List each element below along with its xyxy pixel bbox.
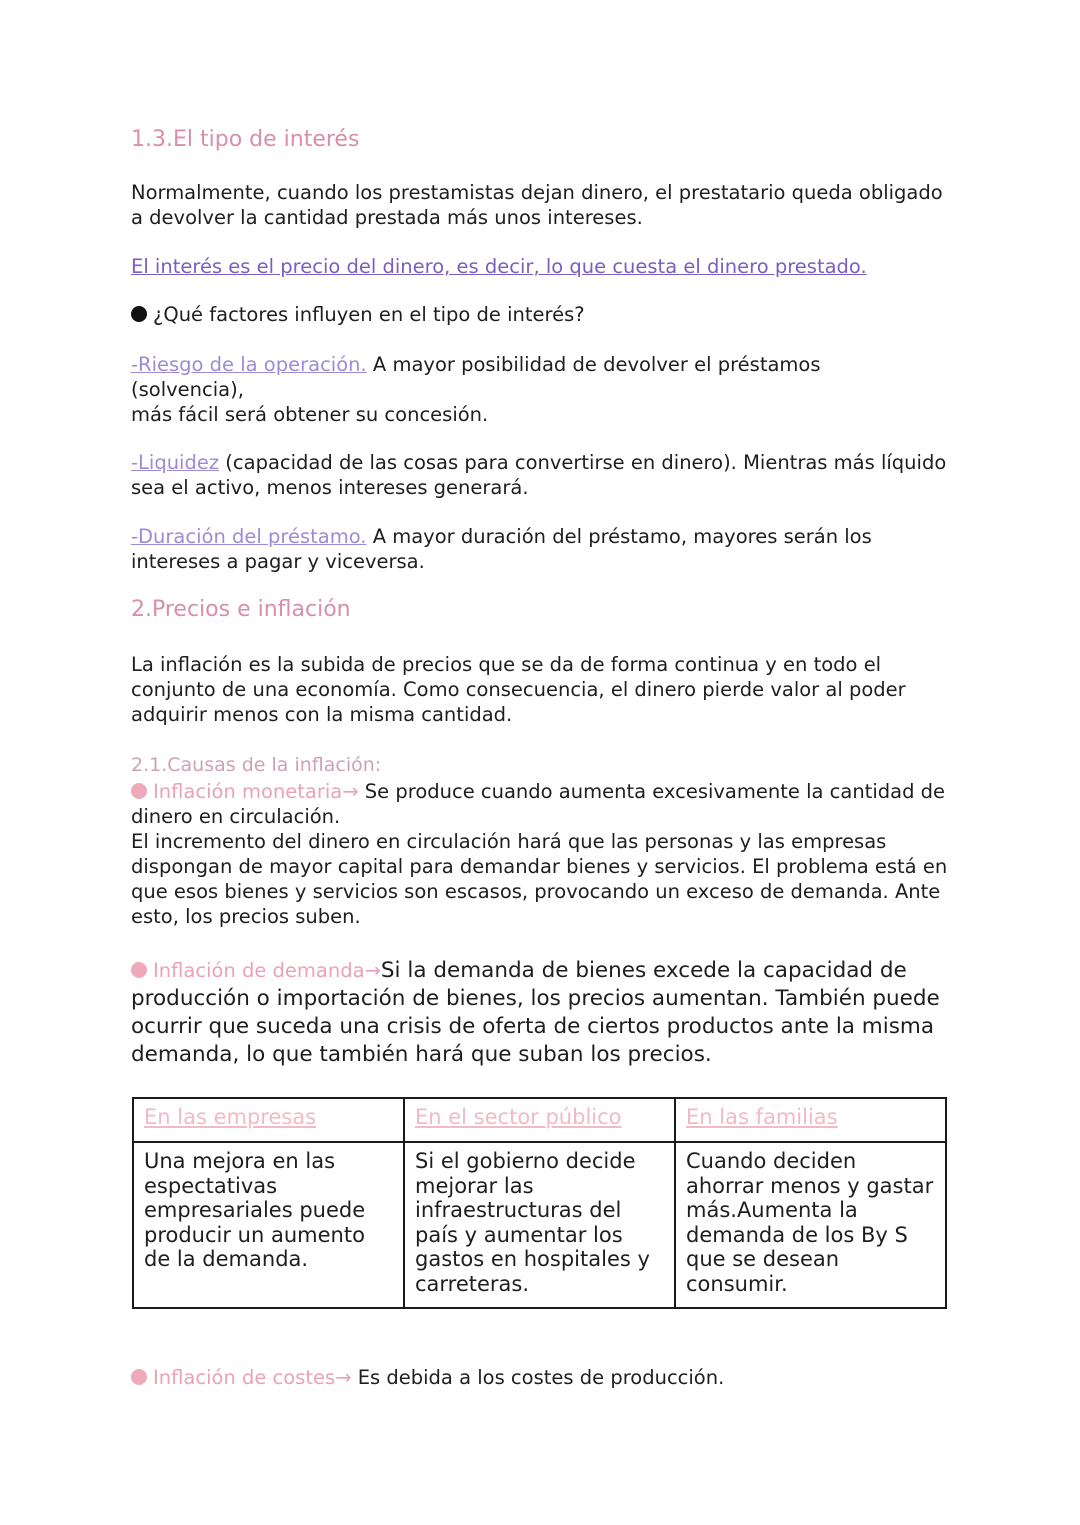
bullet-icon (131, 1369, 147, 1385)
table-cell-families: Cuando deciden ahorrar menos y gastar más.Aumenta la demanda de los By S que se desean consumir. (675, 1142, 946, 1308)
monetary-inflation (131, 779, 951, 929)
table-row (133, 1142, 946, 1308)
factors-question-text: ¿Qué factores influyen en el tipo de interés? (153, 303, 585, 326)
table-header-row (133, 1098, 946, 1142)
interest-definition-text: El interés es el precio del dinero, es decir, lo que cuesta el dinero prestado. (131, 255, 867, 278)
section-heading-inflation: 2.Precios e inflación (131, 597, 351, 622)
inflation-definition: La inflación es la subida de precios que se da de forma continua y en todo el conjunto de una economía. Como consecuencia, el dinero pierde valor al poder adquirir menos con la misma cantidad. (131, 653, 906, 726)
factor-risk-line2: (solvencia), (131, 378, 244, 401)
cost-inflation-text: Es debida a los costes de producción. (351, 1366, 725, 1389)
interest-definition (131, 254, 951, 279)
table-header-public-sector: En el sector público (404, 1098, 675, 1142)
monetary-inflation-explanation: El incremento del dinero en circulación hará que las personas y las empresas dispongan de mayor capital para demandar bienes y servicios. El problema está en que esos bienes y servicios son escasos, provocando un exceso de demanda. Ante esto, los precios suben. (131, 830, 948, 928)
factor-risk-term: -Riesgo de la operación. (131, 353, 367, 376)
factor-duration (131, 524, 951, 574)
subsection-heading-causes: 2.1.Causas de la inflación: (131, 754, 382, 776)
factor-liquidity-text: (capacidad de las cosas para convertirse en dinero). Mientras más líquido sea el activo, menos intereses generará. (131, 451, 947, 499)
monetary-inflation-term: Inflación monetaria→ (153, 780, 359, 803)
factor-liquidity (131, 450, 951, 500)
factor-risk (131, 352, 951, 427)
demand-inflation-text: Si la demanda de bienes excede la capacidad de producción o importación de bienes, los precios aumentan. También puede ocurrir que suceda una crisis de oferta de ciertos productos ante la misma demanda, lo que también hará que suban los precios. (131, 958, 940, 1067)
bullet-icon (131, 783, 147, 799)
bullet-icon (131, 962, 147, 978)
demand-inflation-term: Inflación de demanda→ (153, 959, 381, 982)
table-cell-public-sector: Si el gobierno decide mejorar las infraestructuras del país y aumentar los gastos en hospitales y carreteras. (404, 1142, 675, 1308)
factor-liquidity-term: -Liquidez (131, 451, 220, 474)
table-header-companies: En las empresas (133, 1098, 404, 1142)
table-header-families: En las familias (675, 1098, 946, 1142)
cost-inflation-term: Inflación de costes→ (153, 1366, 352, 1389)
factor-duration-text: A mayor duración del préstamo, mayores serán los intereses a pagar y viceversa. (131, 525, 872, 573)
factor-duration-term: -Duración del préstamo. (131, 525, 367, 548)
bullet-icon (131, 306, 147, 322)
factor-risk-line1: A mayor posibilidad de devolver el préstamos (366, 353, 821, 376)
factors-question (131, 302, 951, 327)
table-cell-companies: Una mejora en las espectativas empresariales puede producir un aumento de la demanda. (133, 1142, 404, 1308)
monetary-inflation-text: Se produce cuando aumenta excesivamente la cantidad de dinero en circulación. (131, 780, 946, 828)
section-heading-interest: 1.3.El tipo de interés (131, 127, 360, 152)
cost-inflation (131, 1365, 951, 1390)
paragraph-lenders: Normalmente, cuando los prestamistas dejan dinero, el prestatario queda obligado a devolver la cantidad prestada más unos intereses. (131, 181, 943, 229)
factor-risk-line3: más fácil será obtener su concesión. (131, 403, 489, 426)
demand-inflation (131, 957, 961, 1069)
demand-sources-table (132, 1097, 947, 1309)
